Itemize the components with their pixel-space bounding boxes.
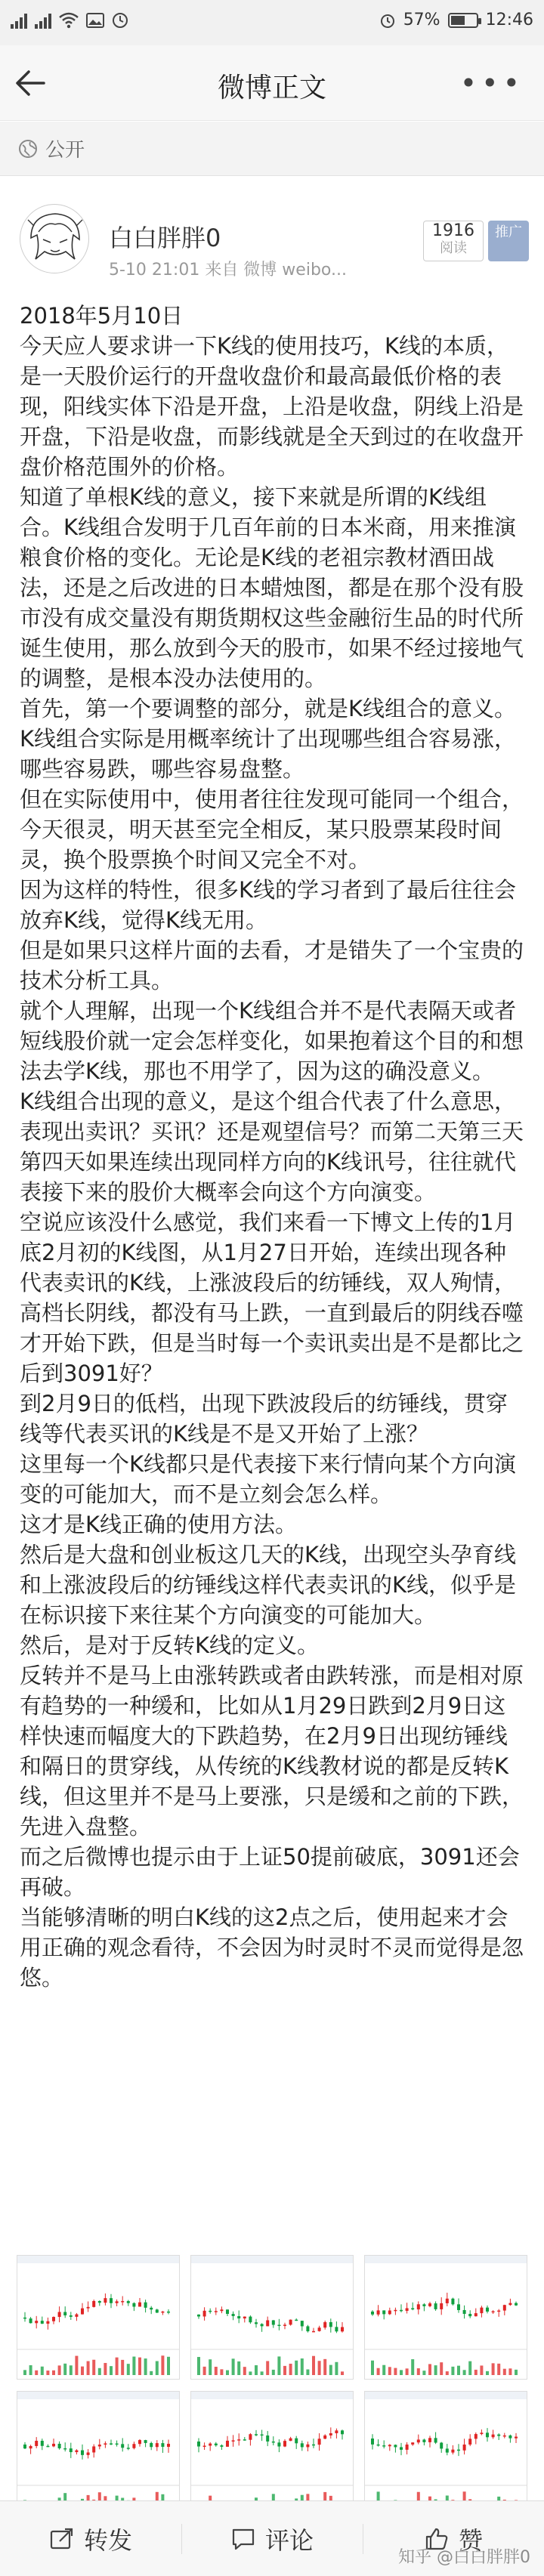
like-label: 赞 [458,2525,483,2555]
avatar-drawing [20,205,89,273]
repost-button[interactable] [0,2501,181,2576]
chart-thumbnail[interactable] [17,2255,180,2380]
image-notification-icon [86,12,104,29]
post-paragraph: 知道了单根K线的意义，接下来就是所谓的K线组合。K线组合发明于几百年前的日本米商，用来推演粮食价格的变化。无论是K线的老祖宗教材酒田战法，还是之后改进的日本蜡烛图，都是在那个没有股市没有成交量没有期货期权这些金融衍生品的时代所诞生使用，那么放到今天的股市，如果不经过接地气的调整，是根本没办法使用的。 [20,484,524,691]
post-paragraph: 首先，第一个要调整的部分，就是K线组合的意义。K线组合实际是用概率统计了出现哪些组合容易涨，哪些容易跌，哪些容易盘整。 [20,696,517,782]
visibility-label: 公开 [45,139,85,162]
post-paragraph: 这里每一个K线都只是代表接下来行情向某个方向演变的可能加大，而不是立刻会怎么样。 [20,1451,517,1507]
chart-thumbnail[interactable] [364,2255,527,2380]
author-name[interactable]: 白白胖胖0 [109,224,221,252]
candlestick-preview [191,2392,354,2516]
post-paragraph: K线组合出现的意义，是这个组合代表了什么意思，表现出卖讯？买讯？还是观望信号？而第二天第三天第四天如果连续出现同样方向的K线讯号，往往就代表接下来的股价大概率会向这个方向演变。 [20,1089,524,1205]
read-count-box [423,221,484,261]
globe-icon [18,139,38,159]
post-paragraph: 今天应人要求讲一下K线的使用技巧，K线的本质，是一天股价运行的开盘收盘价和最高最低价格的表现，阳线实体下沿是开盘，上沿是收盘，阴线上沿是开盘，下沿是收盘，而影线就是全天到过的在收盘开盘价格范围外的价格。 [20,333,524,480]
candlestick-preview [365,2392,527,2516]
signal-icon [35,12,51,29]
candlestick-preview [191,2256,354,2380]
repost-icon [49,2526,75,2552]
read-count: 1916 [432,221,474,240]
title-bar [0,45,544,121]
comment-icon [230,2526,256,2552]
wifi-icon [59,12,79,29]
post-paragraph: 但是如果只这样片面的去看，才是错失了一个宝贵的技术分析工具。 [20,937,524,993]
repost-label: 转发 [83,2525,132,2555]
status-icons-right [379,11,533,29]
post-content [20,301,526,2219]
avatar[interactable] [20,204,89,273]
chart-thumbnail[interactable] [190,2255,354,2380]
post-paragraph: 这才是K线正确的使用方法。 [20,1512,298,1537]
status-icons-left [11,12,128,29]
post-paragraph: 就个人理解，出现一个K线组合并不是代表隔天或者短线股价就一定会怎样变化，如果抱着这个目的和想法去学K线，那也不用学了，因为这的确没意义。 [20,998,524,1084]
post-paragraph: 反转并不是马上由涨转跌或者由跌转涨，而是相对原有趋势的一种缓和，比如从1月29日跌到2月9日这样快速而幅度大的下跌趋势，在2月9日出现纺锤线和隔日的贯穿线，从传统的K线教材说的都是反转K线，但这里并不是马上要涨，只是缓和之前的下跌，先进入盘整。 [20,1663,524,1839]
post-paragraph: 然后，是对于反转K线的定义。 [20,1632,320,1658]
status-time: 12:46 [485,11,533,29]
clock-icon [112,12,128,29]
comment-button[interactable] [181,2501,363,2576]
post-paragraph: 2018年5月10日 [20,303,184,329]
read-label: 阅读 [440,240,467,256]
comment-label: 评论 [264,2525,314,2555]
battery-percent: 57% [403,11,440,29]
post-paragraph: 因为这样的特性，很多K线的学习者到了最后往往会放弃K线，觉得K线无用。 [20,877,517,933]
battery-level [451,16,465,25]
post-paragraph: 但在实际使用中，使用者往往发现可能同一个组合，今天很灵，明天甚至完全相反，某只股票某段时间灵，换个股票换个时间又完全不对。 [20,786,524,873]
signal-icon [11,12,27,29]
status-bar [0,0,544,45]
post-image-grid [17,2255,527,2516]
author-row [0,181,544,295]
chart-thumbnail[interactable] [17,2391,180,2516]
post-paragraph: 空说应该没什么感觉，我们来看一下博文上传的1月底2月初的K线图，从1月27日开始，连续出现各种代表卖讯的K线，上涨波段后的纺锤线，双人殉情，高档长阴线，都没有马上跌，一直到最后的阴线吞噬才开始下跌，但是当时每一个卖讯卖出是不是都比之后到3091好？ [20,1209,524,1386]
candlestick-preview [365,2256,527,2380]
more-options-icon[interactable]: ••• [459,66,524,100]
post-meta: 5-10 21:01 来自 微博 weibo... [109,261,347,280]
candlestick-preview [17,2392,180,2516]
battery-icon [448,13,478,28]
page-title: 微博正文 [217,73,326,103]
watermark: 知乎 @白白胖胖0 [398,2548,530,2567]
post-paragraph: 当能够清晰的明白K线的这2点之后，使用起来才会用正确的观念看待，不会因为时灵时不灵而觉得是忽悠。 [20,1904,524,1991]
chart-thumbnail[interactable] [364,2391,527,2516]
alarm-icon [379,12,396,29]
chart-thumbnail[interactable] [190,2391,354,2516]
candlestick-preview [17,2256,180,2380]
post-paragraph: 到2月9日的低档，出现下跌波段后的纺锤线，贯穿线等代表买讯的K线是不是又开始了上涨？ [20,1391,508,1447]
promote-button[interactable]: 推广 [488,221,529,261]
post-paragraph: 然后是大盘和创业板这几天的K线，出现空头孕育线和上涨波段后的纺锤线这样代表卖讯的K线，似乎是在标识接下来往某个方向演变的可能加大。 [20,1542,517,1628]
visibility-row [0,122,544,176]
post-paragraph: 而之后微博也提示由于上证50提前破底，3091还会再破。 [20,1844,520,1900]
